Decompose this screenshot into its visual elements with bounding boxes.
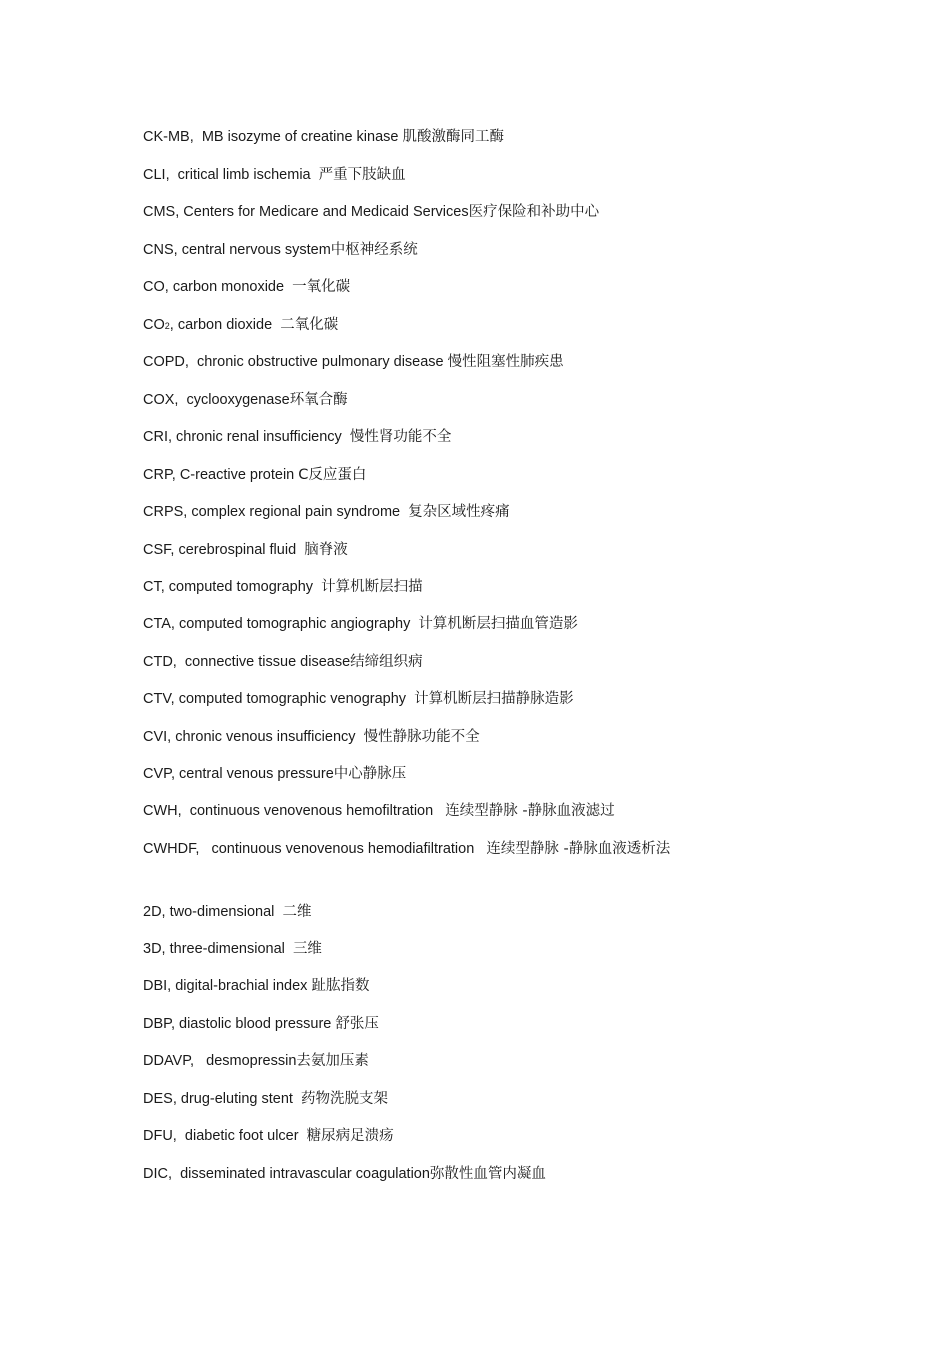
entry-abbreviation: DDAVP, (143, 1053, 195, 1069)
glossary-entry-co (143, 278, 350, 296)
entry-chinese-term: 慢性阻塞性肺疾患 (447, 354, 564, 370)
entry-abbreviation: COPD, (143, 354, 189, 370)
glossary-entry-co2 (143, 316, 338, 335)
entry-english-term: chronic venous insufficiency (175, 729, 356, 745)
entry-english-term: cerebrospinal fluid (178, 542, 297, 558)
glossary-entry-dbi (143, 977, 369, 995)
entry-chinese-term: 连续型静脉 -静脉血液透析法 (486, 841, 671, 857)
entry-chinese-term: C反应蛋白 (298, 467, 367, 483)
entry-chinese-term: 计算机断层扫描血管造影 (418, 616, 578, 632)
entry-chinese-term: 严重下肢缺血 (318, 167, 406, 183)
entry-abbreviation: 2D, (143, 904, 166, 920)
entry-english-term: central nervous system (181, 242, 331, 258)
glossary-entry-2d (143, 903, 311, 921)
entry-chinese-term: 弥散性血管内凝血 (429, 1166, 546, 1182)
entry-chinese-term: 慢性静脉功能不全 (363, 729, 480, 745)
entry-english-term: digital-brachial index (175, 978, 308, 994)
entry-abbreviation: CTD, (143, 654, 177, 670)
entry-chinese-term: 二维 (282, 904, 312, 920)
glossary-entry-cns (143, 241, 418, 259)
entry-abbreviation: COX, (143, 392, 179, 408)
entry-english-term: Centers for Medicare and Medicaid Services (183, 204, 469, 220)
entry-chinese-term: 糖尿病足溃疡 (306, 1128, 394, 1144)
glossary-entry-cvi (143, 728, 480, 746)
glossary-entry-dfu (143, 1127, 394, 1145)
glossary-entry-crp (143, 466, 366, 484)
entry-abbreviation: CTV, (143, 691, 175, 707)
glossary-entry-crps (143, 503, 510, 521)
glossary-entry-dic (143, 1165, 546, 1183)
entry-english-term: C-reactive protein (179, 467, 295, 483)
entry-abbreviation: DFU, (143, 1128, 177, 1144)
glossary-entry-ctd (143, 653, 423, 671)
entry-english-term: computed tomography (168, 579, 314, 595)
entry-english-term: cyclooxygenase (186, 392, 290, 408)
entry-english-term: continuous venovenous hemodiafiltration (211, 841, 475, 857)
entry-abbreviation: DBP, (143, 1016, 175, 1032)
glossary-entry-copd (143, 353, 564, 371)
entry-abbreviation: CRI, (143, 429, 172, 445)
entry-chinese-term: 舒张压 (335, 1016, 379, 1032)
entry-chinese-term: 连续型静脉 -静脉血液滤过 (445, 803, 615, 819)
glossary-entry-3d (143, 940, 322, 958)
entry-english-term: computed tomographic venography (178, 691, 407, 707)
entry-chinese-term: 计算机断层扫描静脉造影 (414, 691, 574, 707)
entry-english-term: critical limb ischemia (177, 167, 311, 183)
entry-english-term: drug-eluting stent (180, 1091, 293, 1107)
glossary-entry-ddavp (143, 1052, 369, 1070)
entry-chinese-term: 复杂区域性疼痛 (408, 504, 510, 520)
entry-abbreviation: CSF, (143, 542, 175, 558)
entry-chinese-term: 一氧化碳 (292, 279, 351, 295)
entry-chinese-term: 肌酸激酶同工酶 (402, 129, 504, 145)
glossary-entry-cta (143, 615, 578, 633)
entry-english-term: carbon monoxide (172, 279, 285, 295)
entry-subscript: 2 (164, 321, 170, 331)
entry-chinese-term: 中心静脉压 (333, 766, 407, 782)
glossary-entry-ck-mb (143, 128, 504, 146)
entry-separator: , (169, 317, 174, 333)
entry-abbreviation: CK-MB, (143, 129, 194, 145)
entry-abbreviation: DBI, (143, 978, 172, 994)
entry-abbreviation: CTA, (143, 616, 175, 632)
entry-chinese-term: 中枢神经系统 (330, 242, 418, 258)
entry-abbreviation: CLI, (143, 167, 170, 183)
entry-english-term: desmopressin (206, 1053, 297, 1069)
entry-chinese-term: 环氧合酶 (289, 392, 348, 408)
entry-chinese-term: 计算机断层扫描 (321, 579, 423, 595)
glossary-entry-des (143, 1090, 388, 1108)
glossary-entry-cri (143, 428, 451, 446)
entry-chinese-term: 慢性肾功能不全 (349, 429, 452, 445)
entry-abbreviation: CWHDF, (143, 841, 200, 857)
entry-chinese-term: 去氨加压素 (296, 1053, 369, 1069)
entry-abbreviation: CRPS, (143, 504, 188, 520)
entry-abbreviation: CWH, (143, 803, 182, 819)
entry-chinese-term: 药物洗脱支架 (300, 1091, 388, 1107)
entry-chinese-term: 二氧化碳 (280, 317, 339, 333)
glossary-entry-cwhdf (143, 840, 670, 858)
glossary-entry-ct (143, 578, 423, 596)
glossary-entry-cwh (143, 802, 615, 820)
glossary-entry-cms (143, 203, 599, 221)
entry-english-term: central venous pressure (179, 766, 334, 782)
entry-english-term: disseminated intravascular coagulation (180, 1166, 430, 1182)
entry-abbreviation: CVP, (143, 766, 175, 782)
entry-abbreviation: 3D, (143, 941, 166, 957)
entry-english-term: two-dimensional (169, 904, 275, 920)
entry-english-term: diastolic blood pressure (179, 1016, 332, 1032)
entry-abbreviation: CNS, (143, 242, 178, 258)
entry-english-term: continuous venovenous hemofiltration (189, 803, 434, 819)
glossary-entry-dbp (143, 1015, 379, 1033)
glossary-entry-cox (143, 391, 348, 409)
entry-chinese-term: 三维 (292, 941, 322, 957)
glossary-entry-cvp (143, 765, 406, 783)
entry-chinese-term: 结缔组织病 (350, 654, 423, 670)
entry-chinese-term: 脑脊液 (304, 542, 348, 558)
glossary-entry-ctv (143, 690, 574, 708)
entry-abbreviation: CO, (143, 279, 169, 295)
entry-abbreviation: CT, (143, 579, 165, 595)
entry-english-term: chronic obstructive pulmonary disease (196, 354, 444, 370)
entry-english-term: MB isozyme of creatine kinase (201, 129, 399, 145)
entry-chinese-term: 趾肱指数 (311, 978, 370, 994)
glossary-entry-cli (143, 166, 406, 184)
entry-english-term: carbon dioxide (177, 317, 273, 333)
entry-abbreviation: CRP, (143, 467, 176, 483)
entry-chinese-term: 医疗保险和补助中心 (468, 204, 600, 220)
entry-english-term: complex regional pain syndrome (191, 504, 401, 520)
entry-english-term: chronic renal insufficiency (176, 429, 342, 445)
entry-abbreviation: CMS, (143, 204, 180, 220)
entry-abbreviation: DIC, (143, 1166, 172, 1182)
entry-english-term: computed tomographic angiography (178, 616, 411, 632)
entry-english-term: diabetic foot ulcer (184, 1128, 299, 1144)
entry-english-term: connective tissue disease (184, 654, 351, 670)
entry-abbreviation: DES, (143, 1091, 177, 1107)
entry-english-term: three-dimensional (169, 941, 285, 957)
entry-abbreviation: CVI, (143, 729, 172, 745)
entry-abbreviation: CO (143, 317, 165, 333)
glossary-entry-csf (143, 541, 348, 559)
